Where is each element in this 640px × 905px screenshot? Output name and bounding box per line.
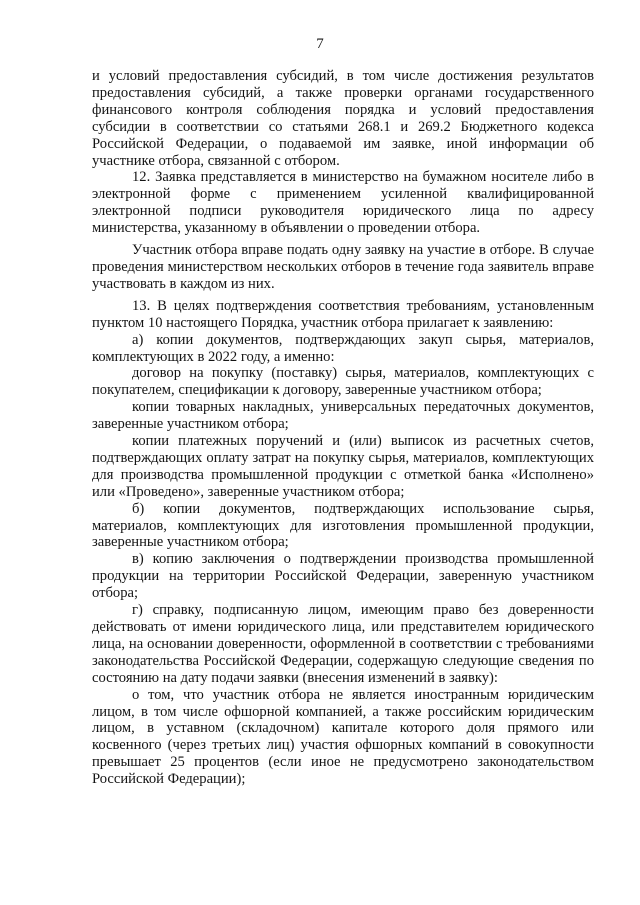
- item-a-payments: копии платежных поручений и (или) выписок из расчетных счетов, подтверждающих оплату затрат на покупку сырья, материалов, комплектующих для производства промышленной продукции с отметкой банка «Исполнено» или «Проведено», заверенные участником отбора;: [92, 433, 594, 500]
- item-d-offshore: о том, что участник отбора не является иностранным юридическим лицом, в том числе офшорной компанией, а также российским юридическим лицом, в уставном (складочном) капитале которого доля прямого или косвенного (через третьих лиц) участия офшорных компаний в совокупности превышает 25 процентов (если иное не предусмотрено законодательством Российской Федерации);: [92, 686, 594, 788]
- paragraph-continuation: и условий предоставления субсидий, в том числе достижения результатов предоставления субсидий, а также проверки органами государственного финансового контроля соблюдения порядка и условий предоставления субсидии в соответствии со статьями 268.1 и 269.2 Бюджетного кодекса Российской Федерации, о подаваемой им заявке, иной информации об участнике отбора, связанной с отбором.: [92, 68, 594, 169]
- paragraph-single-application: Участник отбора вправе подать одну заявку на участие в отборе. В случае проведения министерством нескольких отборов в течение года заявитель вправе участвовать в каждом из них.: [92, 242, 594, 292]
- paragraph-13: 13. В целях подтверждения соответствия требованиям, установленным пунктом 10 настоящего Порядка, участник отбора прилагает к заявлению:: [92, 297, 594, 331]
- document-body: [92, 68, 594, 788]
- item-a-contract: договор на покупку (поставку) сырья, материалов, комплектующих с покупателем, спецификации к договору, заверенные участником отбора;: [92, 365, 594, 399]
- page-number: 7: [316, 36, 324, 52]
- item-a-invoices: копии товарных накладных, универсальных передаточных документов, заверенные участником отбора;: [92, 399, 594, 433]
- item-c: в) копию заключения о подтверждении производства промышленной продукции на территории Российской Федерации, заверенную участником отбора;: [92, 551, 594, 602]
- item-d: г) справку, подписанную лицом, имеющим право без доверенности действовать от имени юридического лица, или представителем юридического лица, на основании доверенности, оформленной в соответствии с требованиями законодательства Российской Федерации, содержащую следующие сведения по состоянию на дату подачи заявки (внесения изменений в заявку):: [92, 602, 594, 686]
- item-a: а) копии документов, подтверждающих закуп сырья, материалов, комплектующих в 2022 году, а именно:: [92, 331, 594, 365]
- item-b: б) копии документов, подтверждающих использование сырья, материалов, комплектующих для изготовления промышленной продукции, заверенные участником отбора;: [92, 500, 594, 551]
- paragraph-12: 12. Заявка представляется в министерство на бумажном носителе либо в электронной форме с применением усиленной квалифицированной электронной подписи руководителя юридического лица по адресу министерства, указанному в объявлении о проведении отбора.: [92, 169, 594, 237]
